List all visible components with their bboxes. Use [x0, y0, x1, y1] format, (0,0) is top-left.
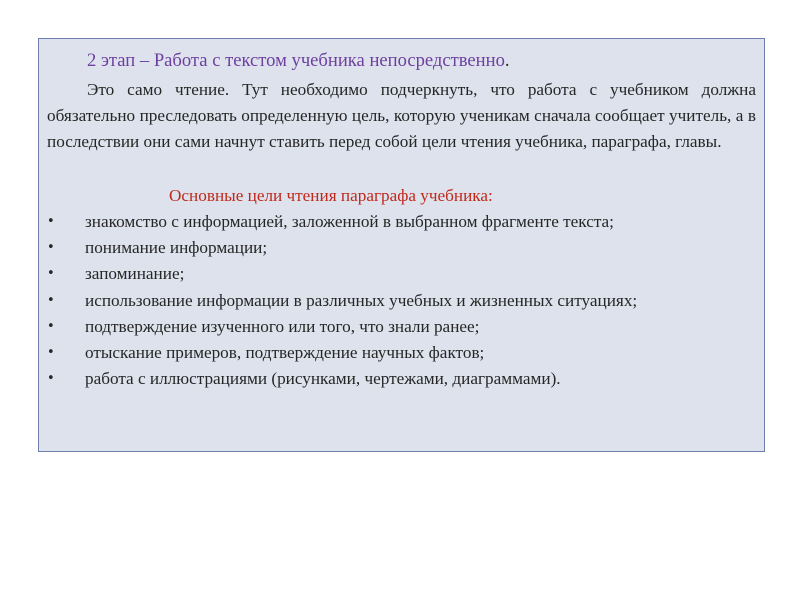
list-item [39, 366, 758, 392]
list-item-text: запоминание; [85, 264, 185, 284]
list-item [39, 314, 758, 340]
bullet-icon: • [47, 318, 55, 334]
bullet-icon: • [47, 214, 55, 229]
bullet-icon: • [47, 240, 55, 256]
list-item-text: отыскание примеров, подтверждение научных фактов; [85, 343, 485, 363]
list-item-text: понимание информации; [85, 238, 268, 258]
list-item-text: подтверждение изученного или того, что знали ранее; [85, 316, 480, 336]
list-item-text: использование информации в различных учебных и жизненных ситуациях; [85, 290, 638, 310]
list-item [39, 340, 758, 366]
list-item [39, 209, 758, 235]
list-item-text: работа с иллюстрациями (рисунками, чертежами, диаграммами). [85, 369, 561, 389]
list-item [39, 261, 758, 287]
stage-title-text: 2 этап – Работа с текстом учебника непосредственно [87, 50, 505, 71]
bullet-icon: • [47, 292, 55, 308]
bullet-icon: • [47, 345, 55, 361]
stage-title [87, 48, 510, 74]
list-item [39, 235, 758, 261]
intro-paragraph: Это само чтение. Тут необходимо подчеркнуть, что работа с учебником должна обязательно преследовать определенную цель, которую ученикам сначала сообщает учитель, а в последствии они сами начнут ставить перед собой цели чтения учебника, параграфа, главы. [47, 80, 756, 152]
content-box [38, 38, 765, 452]
bullet-icon: • [47, 371, 55, 387]
list-item [39, 288, 758, 314]
goals-subtitle: Основные цели чтения параграфа учебника: [169, 186, 493, 205]
list-item-text: знакомство с информацией, заложенной в выбранном фрагменте текста; [85, 212, 614, 231]
bullet-icon: • [47, 266, 55, 282]
stage-title-period: . [504, 50, 510, 71]
goals-list [39, 209, 758, 392]
